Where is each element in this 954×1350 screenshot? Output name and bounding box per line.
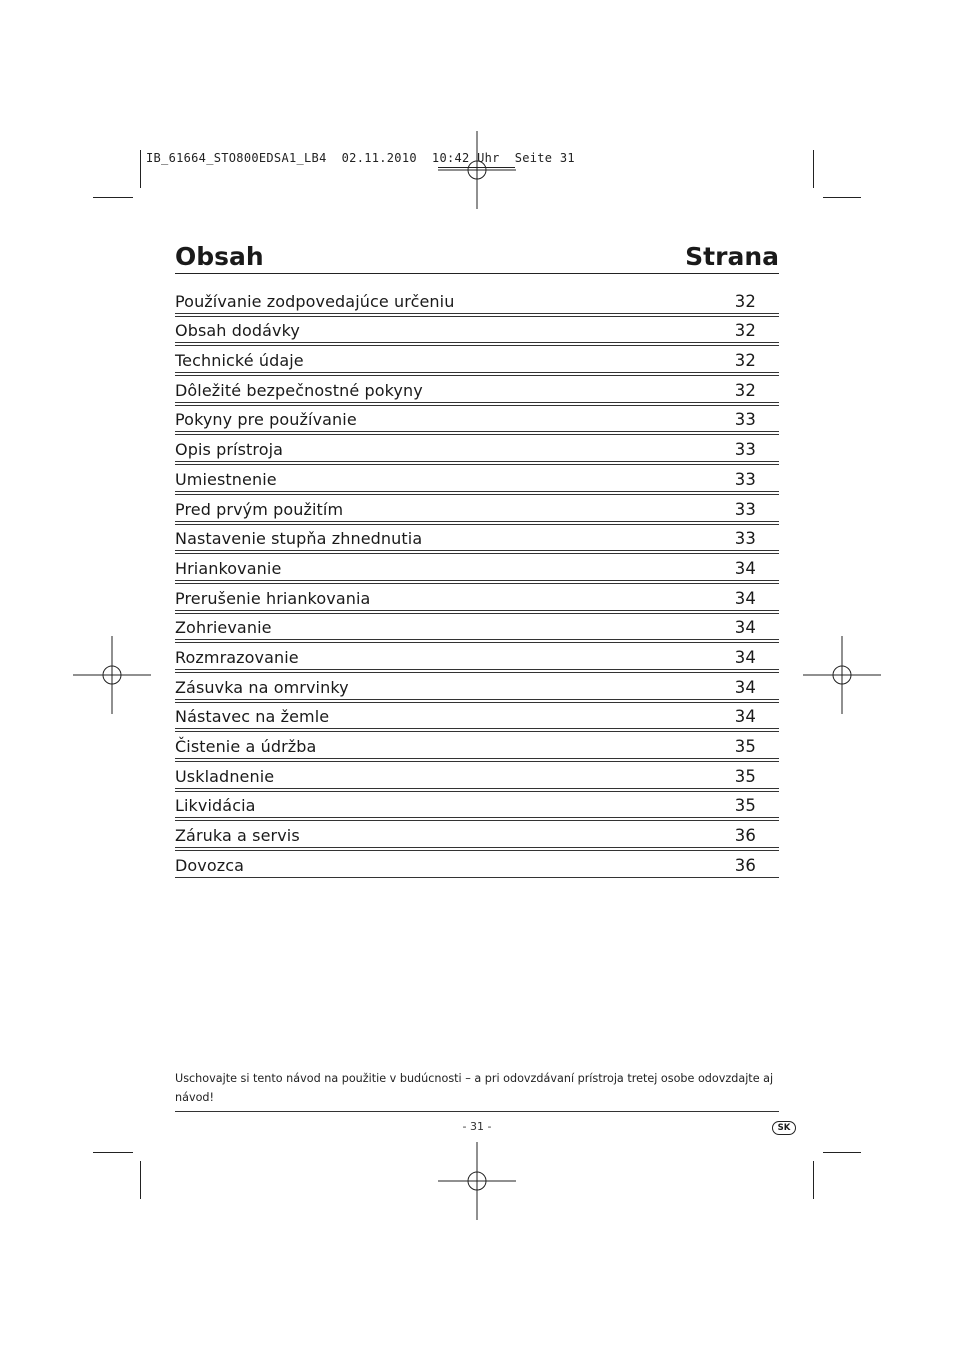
toc-entry-label: Záruka a servis	[175, 826, 300, 846]
toc-entry[interactable]	[175, 551, 779, 581]
toc-entry-page: 34	[734, 677, 756, 697]
toc-entry[interactable]	[175, 314, 779, 344]
toc-entry-label: Dovozca	[175, 855, 245, 875]
toc-entry[interactable]	[175, 522, 779, 552]
toc-entry[interactable]	[175, 759, 779, 789]
toc-entry[interactable]	[175, 581, 779, 611]
toc-entry-label: Obsah dodávky	[175, 321, 300, 341]
toc-entry[interactable]	[175, 462, 779, 492]
crop-mark-top-left-v	[140, 150, 141, 188]
registration-mark-top	[438, 131, 516, 209]
toc-entry-page: 32	[734, 380, 756, 400]
toc-entry-label: Pokyny pre používanie	[175, 410, 357, 430]
toc-entry[interactable]	[175, 432, 779, 462]
crop-mark-bottom-right-v	[813, 1161, 814, 1199]
toc-title: Obsah	[175, 242, 264, 271]
toc-entry-page: 33	[734, 440, 756, 460]
toc-page-column-header: Strana	[685, 242, 779, 271]
toc-entry-page: 32	[734, 321, 756, 341]
toc-entry[interactable]	[175, 492, 779, 522]
language-badge: SK	[772, 1121, 796, 1135]
toc-list	[175, 284, 779, 878]
toc-header	[175, 238, 779, 274]
toc-entry-page: 33	[734, 469, 756, 489]
toc-entry[interactable]	[175, 818, 779, 848]
toc-entry-label: Opis prístroja	[175, 440, 284, 460]
toc-entry-label: Pred prvým použitím	[175, 499, 344, 519]
toc-entry-page: 34	[734, 647, 756, 667]
toc-entry[interactable]	[175, 343, 779, 373]
toc-entry-label: Nastavenie stupňa zhnednutia	[175, 529, 423, 549]
footer-rule	[175, 1111, 779, 1112]
toc-entry[interactable]	[175, 640, 779, 670]
crop-mark-top-right-h	[823, 197, 861, 198]
crop-mark-bottom-left-v	[140, 1161, 141, 1199]
crop-mark-top-left-h	[93, 197, 133, 198]
registration-mark-left	[73, 636, 151, 714]
toc-entry-page: 34	[734, 618, 756, 638]
toc-entry-label: Rozmrazovanie	[175, 647, 299, 667]
toc-entry-label: Technické údaje	[175, 351, 304, 371]
toc-entry[interactable]	[175, 729, 779, 759]
crop-mark-bottom-right-h	[823, 1152, 861, 1153]
toc-entry[interactable]	[175, 700, 779, 730]
toc-entry[interactable]	[175, 789, 779, 819]
toc-entry[interactable]	[175, 403, 779, 433]
registration-mark-right	[803, 636, 881, 714]
toc-entry-label: Uskladnenie	[175, 766, 275, 786]
toc-entry-page: 35	[734, 766, 756, 786]
toc-entry-label: Likvidácia	[175, 796, 256, 816]
toc-entry-page: 34	[734, 707, 756, 727]
toc-entry-page: 35	[734, 796, 756, 816]
toc-entry-page: 33	[734, 499, 756, 519]
toc-entry-label: Používanie zodpovedajúce určeniu	[175, 291, 455, 311]
toc-entry-page: 34	[734, 588, 756, 608]
toc-entry[interactable]	[175, 670, 779, 700]
toc-entry-label: Zohrievanie	[175, 618, 272, 638]
toc-entry-label: Hriankovanie	[175, 558, 282, 578]
print-slug: IB_61664_STO800EDSA1_LB4 02.11.2010 10:42 Uhr Seite 31	[146, 151, 575, 165]
registration-mark-bottom	[438, 1142, 516, 1220]
toc-entry-label: Umiestnenie	[175, 469, 277, 489]
toc-entry-page: 33	[734, 529, 756, 549]
toc-entry[interactable]	[175, 848, 779, 878]
toc-entry-page: 33	[734, 410, 756, 430]
toc-entry-label: Prerušenie hriankovania	[175, 588, 371, 608]
toc-entry-label: Dôležité bezpečnostné pokyny	[175, 380, 423, 400]
crop-mark-top-right-v	[813, 150, 814, 188]
toc-entry-page: 36	[734, 826, 756, 846]
toc-entry[interactable]	[175, 611, 779, 641]
page-number: - 31 -	[462, 1120, 492, 1133]
toc-entry-page: 36	[734, 855, 756, 875]
toc-entry-page: 35	[734, 737, 756, 756]
crop-mark-bottom-left-h	[93, 1152, 133, 1153]
toc-entry[interactable]	[175, 284, 779, 314]
toc-entry-label: Čistenie a údržba	[175, 737, 317, 756]
toc-entry-label: Nástavec na žemle	[175, 707, 330, 727]
toc-entry-page: 32	[734, 351, 756, 371]
toc-entry-label: Zásuvka na omrvinky	[175, 677, 349, 697]
toc-entry[interactable]	[175, 373, 779, 403]
storage-note: Uschovajte si tento návod na použitie v budúcnosti – a pri odovzdávaní prístroja tretej osobe odovzdajte aj návod!	[175, 1072, 774, 1104]
toc-entry-page: 32	[734, 291, 756, 311]
toc-entry-page: 34	[734, 558, 756, 578]
